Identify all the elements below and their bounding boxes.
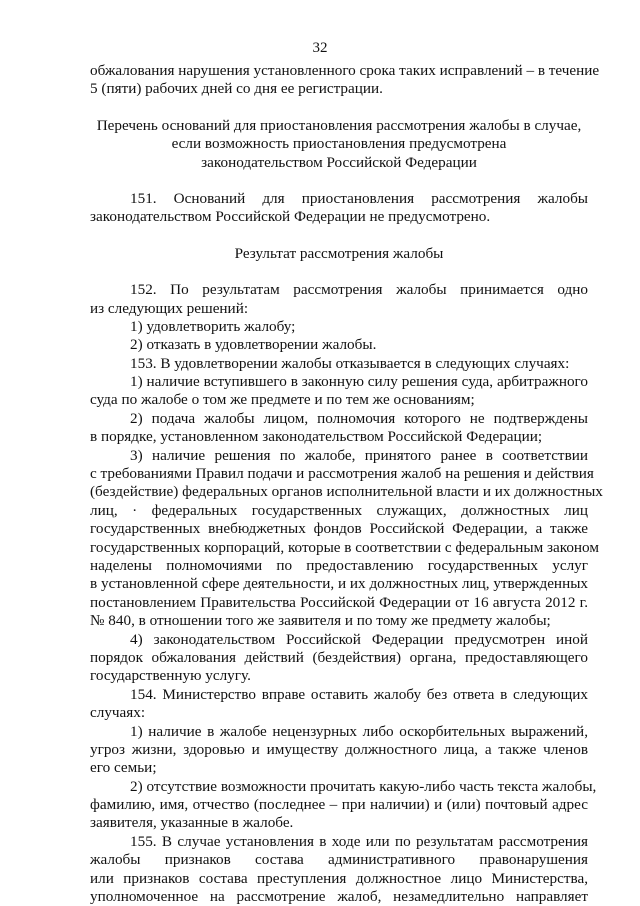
heading-line: если возможность приостановления предусмотрена bbox=[171, 135, 507, 153]
text-line: в порядке, установленном законодательством Российской Федерации; bbox=[90, 428, 543, 446]
heading-line: Перечень оснований для приостановления рассмотрения жалобы в случае, bbox=[96, 116, 582, 134]
list-item: 2) подача жалобы лицом, полномочия которого не подтверждены bbox=[130, 409, 588, 427]
text-line: уполномоченное на рассмотрение жалоб, незамедлительно направляет bbox=[90, 888, 588, 906]
list-item: 1) наличие вступившего в законную силу решения суда, арбитражного bbox=[130, 373, 588, 391]
list-item: 2) отсутствие возможности прочитать какую-либо часть текста жалобы, bbox=[130, 777, 597, 795]
paragraph-154 bbox=[90, 685, 597, 833]
text-line: угроз жизни, здоровью и имуществу должностного лица, а также членов bbox=[90, 740, 588, 758]
paragraph-152 bbox=[90, 281, 588, 355]
text-line: № 840, в отношении того же заявителя и по тому же предмету жалобы; bbox=[90, 612, 551, 630]
page-number: 32 bbox=[312, 40, 328, 56]
paragraph-155 bbox=[90, 833, 588, 906]
text-line: или признаков состава преступления должностное лицо Министерства, bbox=[90, 869, 588, 887]
text-line: 152. По результатам рассмотрения жалобы принимается одно bbox=[130, 281, 588, 299]
text-line: жалобы признаков состава административного правонарушения bbox=[90, 851, 588, 869]
text-line: 151. Оснований для приостановления рассмотрения жалобы bbox=[130, 189, 588, 207]
list-item: 1) наличие в жалобе нецензурных либо оскорбительных выражений, bbox=[130, 722, 588, 740]
text-line: (бездействие) федеральных органов исполнительной власти и их должностных bbox=[90, 483, 603, 501]
text-line: фамилию, имя, отчество (последнее – при наличии) и (или) почтовый адрес bbox=[90, 796, 588, 814]
section-heading-suspension bbox=[90, 117, 588, 172]
text-line: 5 (пяти) рабочих дней со дня ее регистрации. bbox=[90, 80, 383, 98]
text-line: суда по жалобе о том же предмете и по тем же основаниям; bbox=[90, 391, 475, 409]
heading-line: законодательством Российской Федерации bbox=[201, 153, 477, 171]
text-line: наделены полномочиями по предоставлению государственных услуг bbox=[90, 556, 588, 574]
text-line: постановлением Правительства Российской Федерации от 16 августа 2012 г. bbox=[90, 593, 588, 611]
text-line: 155. В случае установления в ходе или по результатам рассмотрения bbox=[130, 832, 588, 850]
paragraph-153 bbox=[90, 354, 603, 686]
list-item: 2) отказать в удовлетворении жалобы. bbox=[130, 336, 377, 354]
list-item: 3) наличие решения по жалобе, принятого ранее в соответствии bbox=[130, 446, 588, 464]
document-body bbox=[90, 62, 603, 906]
text-line: лиц, · федеральных государственных служащих, должностных лиц bbox=[90, 501, 588, 519]
section-heading-result: Результат рассмотрения жалобы bbox=[234, 244, 444, 262]
text-line: случаях: bbox=[90, 704, 146, 722]
text-line: в установленной сфере деятельности, и их должностных лиц, утвержденных bbox=[90, 575, 588, 593]
text-line: государственных корпораций, которые в соответствии с федеральным законом bbox=[90, 538, 599, 556]
list-item: 4) законодательством Российской Федерации предусмотрен иной bbox=[130, 630, 588, 648]
list-item: 1) удовлетворить жалобу; bbox=[130, 317, 296, 335]
text-line: государственную услугу. bbox=[90, 667, 251, 685]
text-line: 153. В удовлетворении жалобы отказывается в следующих случаях: bbox=[130, 354, 570, 372]
text-line: государственных внебюджетных фондов Российской Федерации, а также bbox=[90, 520, 588, 538]
paragraph-151 bbox=[90, 190, 588, 227]
text-line: заявителя, указанные в жалобе. bbox=[90, 814, 294, 832]
text-line: законодательством Российской Федерации не предусмотрено. bbox=[90, 208, 491, 226]
text-line: с требованиями Правил подачи и рассмотрения жалоб на решения и действия bbox=[90, 465, 594, 483]
text-line: его семьи; bbox=[90, 759, 157, 777]
text-line: обжалования нарушения установленного срока таких исправлений – в течение bbox=[90, 62, 600, 79]
text-line: порядок обжалования действий (бездействия) органа, предоставляющего bbox=[90, 648, 588, 666]
text-line: 154. Министерство вправе оставить жалобу без ответа в следующих bbox=[130, 685, 588, 703]
text-line: из следующих решений: bbox=[90, 299, 249, 317]
